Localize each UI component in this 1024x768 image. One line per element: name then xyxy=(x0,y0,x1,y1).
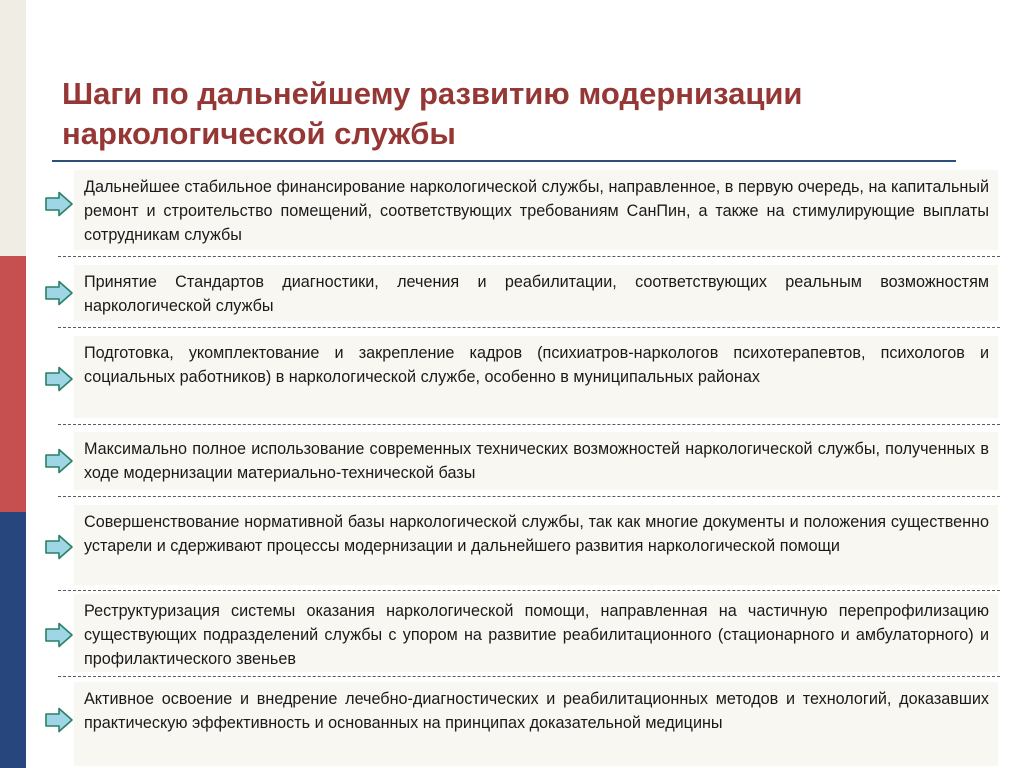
arrow-right-icon xyxy=(44,534,74,560)
arrow-right-icon xyxy=(44,280,74,306)
step-6-box xyxy=(74,594,998,672)
step-separator xyxy=(58,496,1000,497)
step-1-box xyxy=(74,170,998,250)
step-5-box xyxy=(74,505,998,585)
step-4-text: Максимально полное использование современных технических возможностей наркологической службы, полученных в ходе модернизации материально-технической базы xyxy=(84,440,989,482)
flag-stripe-white xyxy=(0,0,26,256)
arrow-right-icon xyxy=(44,448,74,474)
slide-title xyxy=(62,74,962,154)
step-5-text: Совершенствование нормативной базы наркологической службы, так как многие документы и положения существенно устарели и сдерживают процессы модернизации и дальнейшего развития наркологической помощи xyxy=(84,513,989,555)
step-2-text: Принятие Стандартов диагностики, лечения и реабилитации, соответствующих реальным возможностям наркологической службы xyxy=(84,273,989,315)
arrow-right-icon xyxy=(44,191,74,217)
step-separator xyxy=(58,327,1000,328)
step-1-text: Дальнейшее стабильное финансирование наркологической службы, направленное, в первую очередь, на капитальный ремонт и строительство помещений, соответствующих требованиям СанПин, а также на стимулирующие выплаты сотрудникам службы xyxy=(84,178,989,244)
step-2-box xyxy=(74,265,998,321)
arrow-right-icon xyxy=(44,707,74,733)
title-underline xyxy=(52,160,956,162)
step-separator xyxy=(58,424,1000,425)
arrow-right-icon xyxy=(44,366,74,392)
flag-stripe-red xyxy=(0,256,26,512)
flag-stripe-blue xyxy=(0,512,26,768)
step-separator xyxy=(58,590,1000,591)
step-3-box xyxy=(74,336,998,418)
step-separator xyxy=(58,676,1000,677)
slide-title-line-2: наркологической службы xyxy=(62,116,456,151)
slide-title-line-1: Шаги по дальнейшему развитию модернизации xyxy=(62,76,803,111)
step-separator xyxy=(58,256,1000,257)
step-7-text: Активное освоение и внедрение лечебно-диагностических и реабилитационных методов и технологий, доказавших практическую эффективность и основанных на принципах доказательной медицины xyxy=(84,690,989,732)
step-6-text: Реструктуризация системы оказания наркологической помощи, направленная на частичную перепрофилизацию существующих подразделений службы с упором на развитие реабилитационного (стационарного и амбулаторного) и профилактического звеньев xyxy=(84,602,989,668)
step-3-text: Подготовка, укомплектование и закрепление кадров (психиатров-наркологов психотерапевтов, психологов и социальных работников) в наркологической службе, особенно в муниципальных районах xyxy=(84,344,989,386)
step-4-box xyxy=(74,432,998,490)
step-7-box xyxy=(74,682,998,766)
arrow-right-icon xyxy=(44,622,74,648)
